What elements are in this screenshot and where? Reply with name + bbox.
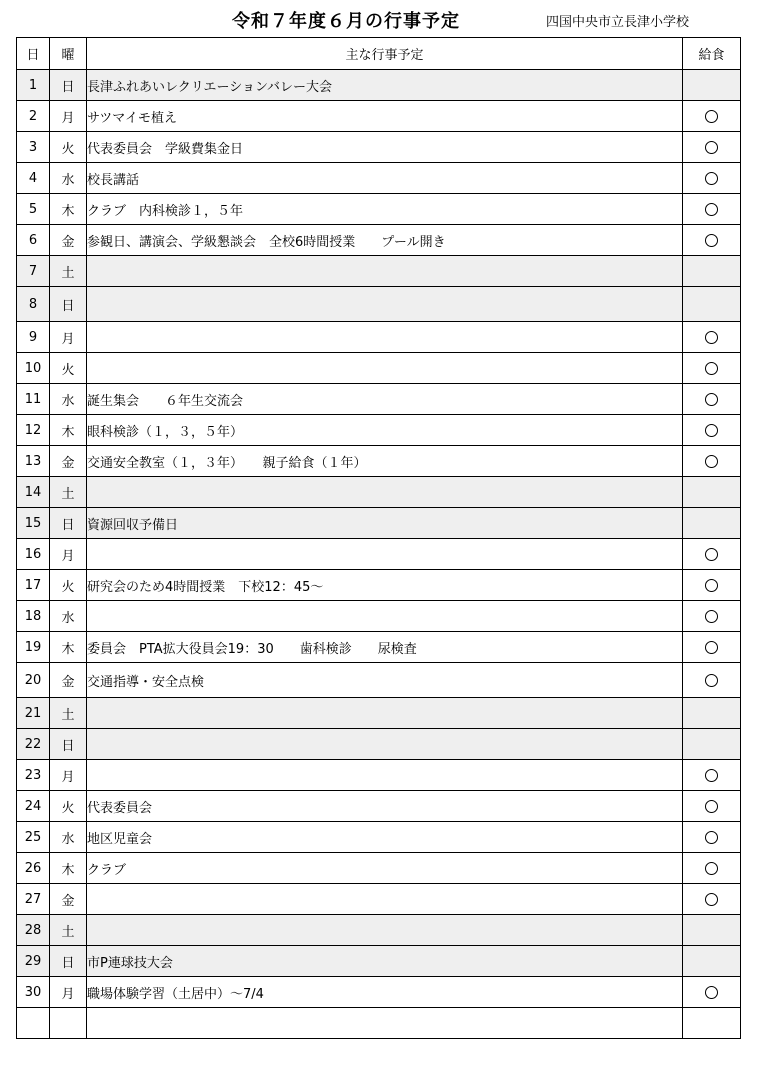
lunch-cell [683,539,741,570]
weekday-cell: 火 [50,353,87,384]
table-row [17,384,741,415]
lunch-cell [683,446,741,477]
circle-icon [705,610,718,623]
day-cell: 25 [17,822,50,853]
events-cell: 校長講話 [87,163,683,194]
weekday-cell: 木 [50,415,87,446]
table-row [17,539,741,570]
circle-icon [705,674,718,687]
events-cell [87,256,683,287]
table-row [17,477,741,508]
circle-icon [705,203,718,216]
table-row [17,163,741,194]
weekday-cell: 水 [50,163,87,194]
lunch-cell [683,194,741,225]
events-cell [87,1008,683,1039]
circle-icon [705,455,718,468]
events-cell: 眼科検診（１，３，５年） [87,415,683,446]
lunch-cell [683,132,741,163]
circle-icon [705,548,718,561]
weekday-cell: 日 [50,287,87,322]
weekday-cell: 月 [50,760,87,791]
table-row [17,760,741,791]
table-row [17,287,741,322]
day-cell: 19 [17,632,50,663]
table-row [17,601,741,632]
day-cell: 4 [17,163,50,194]
lunch-cell [683,1008,741,1039]
weekday-cell: 日 [50,946,87,977]
events-cell: クラブ [87,853,683,884]
day-cell: 23 [17,760,50,791]
circle-icon [705,641,718,654]
table-row [17,132,741,163]
weekday-cell: 水 [50,384,87,415]
lunch-cell [683,256,741,287]
weekday-cell: 木 [50,853,87,884]
day-cell: 8 [17,287,50,322]
circle-icon [705,893,718,906]
events-cell: 資源回収予備日 [87,508,683,539]
table-row [17,822,741,853]
day-cell: 16 [17,539,50,570]
events-cell [87,729,683,760]
lunch-cell [683,791,741,822]
lunch-cell [683,853,741,884]
header-events: 主な行事予定 [87,38,683,70]
circle-icon [705,769,718,782]
lunch-cell [683,384,741,415]
table-row [17,915,741,946]
school-name: 四国中央市立長津小学校 [546,15,690,30]
lunch-cell [683,508,741,539]
circle-icon [705,579,718,592]
events-cell: 研究会のため4時間授業 下校12：45～ [87,570,683,601]
weekday-cell: 土 [50,915,87,946]
events-cell [87,539,683,570]
events-cell [87,915,683,946]
table-header-row [17,38,741,70]
events-cell [87,287,683,322]
events-cell: 代表委員会 学級費集金日 [87,132,683,163]
day-cell: 24 [17,791,50,822]
lunch-cell [683,822,741,853]
events-cell: 参観日、講演会、学級懇談会 全校6時間授業 プール開き [87,225,683,256]
header-lunch: 給食 [683,38,741,70]
events-cell: 交通指導・安全点検 [87,663,683,698]
day-cell: 12 [17,415,50,446]
weekday-cell: 日 [50,70,87,101]
circle-icon [705,393,718,406]
schedule-body [17,70,741,1039]
day-cell: 6 [17,225,50,256]
circle-icon [705,331,718,344]
day-cell: 14 [17,477,50,508]
events-cell [87,601,683,632]
day-cell: 1 [17,70,50,101]
weekday-cell: 月 [50,101,87,132]
lunch-cell [683,632,741,663]
weekday-cell: 月 [50,977,87,1008]
lunch-cell [683,322,741,353]
table-row [17,508,741,539]
weekday-cell: 水 [50,601,87,632]
table-row [17,446,741,477]
weekday-cell: 火 [50,791,87,822]
circle-icon [705,362,718,375]
weekday-cell: 金 [50,663,87,698]
footer-cut-off-text [380,1072,740,1078]
table-row [17,663,741,698]
day-cell: 2 [17,101,50,132]
events-cell: 交通安全教室（１，３年） 親子給食（１年） [87,446,683,477]
table-row [17,570,741,601]
weekday-cell: 土 [50,477,87,508]
lunch-cell [683,915,741,946]
table-row [17,101,741,132]
table-row [17,225,741,256]
table-row [17,322,741,353]
events-cell [87,353,683,384]
weekday-cell: 火 [50,570,87,601]
day-cell [17,1008,50,1039]
events-cell [87,884,683,915]
events-cell [87,698,683,729]
table-row [17,884,741,915]
page-header [0,0,774,38]
weekday-cell: 木 [50,632,87,663]
header-weekday: 曜 [50,38,87,70]
weekday-cell: 月 [50,539,87,570]
day-cell: 20 [17,663,50,698]
day-cell: 29 [17,946,50,977]
lunch-cell [683,601,741,632]
weekday-cell: 月 [50,322,87,353]
circle-icon [705,831,718,844]
table-row [17,1008,741,1039]
lunch-cell [683,663,741,698]
schedule-table [16,37,741,1039]
weekday-cell: 水 [50,822,87,853]
table-row [17,194,741,225]
events-cell [87,477,683,508]
lunch-cell [683,225,741,256]
day-cell: 30 [17,977,50,1008]
circle-icon [705,800,718,813]
lunch-cell [683,570,741,601]
weekday-cell [50,1008,87,1039]
day-cell: 18 [17,601,50,632]
table-row [17,791,741,822]
weekday-cell: 金 [50,884,87,915]
weekday-cell: 木 [50,194,87,225]
lunch-cell [683,977,741,1008]
events-cell: 誕生集会 ６年生交流会 [87,384,683,415]
events-cell: サツマイモ植え [87,101,683,132]
events-cell: 市P連球技大会 [87,946,683,977]
events-cell [87,760,683,791]
table-row [17,70,741,101]
events-cell: 地区児童会 [87,822,683,853]
day-cell: 9 [17,322,50,353]
table-row [17,977,741,1008]
table-row [17,415,741,446]
events-cell: 職場体験学習（土居中）～7/4 [87,977,683,1008]
day-cell: 5 [17,194,50,225]
circle-icon [705,110,718,123]
circle-icon [705,986,718,999]
events-cell: クラブ 内科検診１，５年 [87,194,683,225]
lunch-cell [683,477,741,508]
day-cell: 3 [17,132,50,163]
table-row [17,853,741,884]
lunch-cell [683,415,741,446]
lunch-cell [683,70,741,101]
lunch-cell [683,163,741,194]
lunch-cell [683,884,741,915]
events-cell: 委員会 PTA拡大役員会19：30 歯科検診 尿検査 [87,632,683,663]
circle-icon [705,424,718,437]
day-cell: 21 [17,698,50,729]
day-cell: 10 [17,353,50,384]
weekday-cell: 火 [50,132,87,163]
lunch-cell [683,287,741,322]
weekday-cell: 日 [50,508,87,539]
table-row [17,256,741,287]
weekday-cell: 金 [50,446,87,477]
circle-icon [705,141,718,154]
lunch-cell [683,729,741,760]
page-title: 令和７年度６月の行事予定 [232,11,460,32]
events-cell: 長津ふれあいレクリエーションバレー大会 [87,70,683,101]
circle-icon [705,862,718,875]
lunch-cell [683,698,741,729]
table-row [17,632,741,663]
table-row [17,353,741,384]
table-row [17,698,741,729]
lunch-cell [683,946,741,977]
day-cell: 11 [17,384,50,415]
day-cell: 28 [17,915,50,946]
day-cell: 17 [17,570,50,601]
day-cell: 13 [17,446,50,477]
header-day: 日 [17,38,50,70]
lunch-cell [683,101,741,132]
day-cell: 27 [17,884,50,915]
day-cell: 7 [17,256,50,287]
weekday-cell: 金 [50,225,87,256]
events-cell: 代表委員会 [87,791,683,822]
circle-icon [705,172,718,185]
events-cell [87,322,683,353]
lunch-cell [683,760,741,791]
day-cell: 26 [17,853,50,884]
weekday-cell: 土 [50,256,87,287]
day-cell: 22 [17,729,50,760]
table-row [17,946,741,977]
lunch-cell [683,353,741,384]
circle-icon [705,234,718,247]
weekday-cell: 土 [50,698,87,729]
day-cell: 15 [17,508,50,539]
weekday-cell: 日 [50,729,87,760]
table-row [17,729,741,760]
